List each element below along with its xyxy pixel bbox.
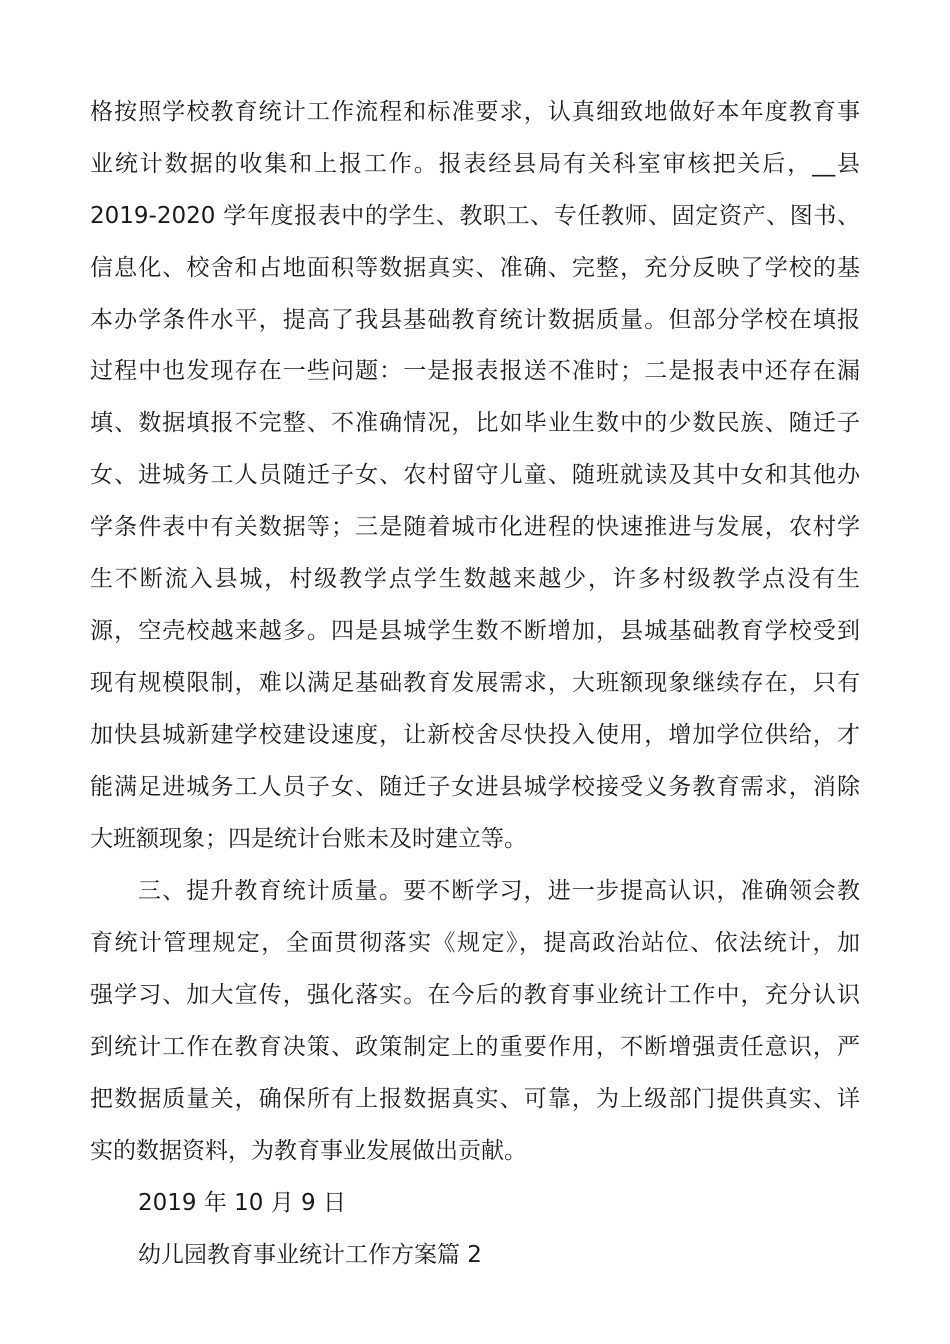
paragraph2-line: 育统计管理规定，全面贯彻落实《规定》，提高政治站位、依法统计，加 xyxy=(90,930,860,956)
paragraph1-line: 填、数据填报不完整、不准确情况，比如毕业生数中的少数民族、随迁子 xyxy=(90,410,860,436)
paragraph1-line: 格按照学校教育统计工作流程和标准要求，认真细致地做好本年度教育事 xyxy=(90,99,860,125)
paragraph1-line: 信息化、校舍和占地面积等数据真实、准确、完整，充分反映了学校的基 xyxy=(90,255,860,281)
paragraph1-line: 生不断流入县城，村级教学点学生数越来越少，许多村级教学点没有生 xyxy=(90,566,860,592)
paragraph1-line: 大班额现象；四是统计台账未及时建立等。 xyxy=(90,826,527,852)
section-title: 幼儿园教育事业统计工作方案篇 2 xyxy=(138,1242,482,1268)
paragraph1-line: 过程中也发现存在一些问题：一是报表报送不准时；二是报表中还存在漏 xyxy=(90,358,860,384)
paragraph1-line: 本办学条件水平，提高了我县基础教育统计数据质量。但部分学校在填报 xyxy=(90,307,860,333)
paragraph1-line: 学条件表中有关数据等；三是随着城市化进程的快速推进与发展，农村学 xyxy=(90,514,860,540)
paragraph2-line: 到统计工作在教育决策、政策制定上的重要作用，不断增强责任意识，严 xyxy=(90,1034,860,1060)
paragraph1-line: 现有规模限制，难以满足基础教育发展需求，大班额现象继续存在，只有 xyxy=(90,670,860,696)
paragraph1-line: 能满足进城务工人员子女、随迁子女进县城学校接受义务教育需求，消除 xyxy=(90,774,860,800)
paragraph1-line: 加快县城新建学校建设速度，让新校舍尽快投入使用，增加学位供给，才 xyxy=(90,722,860,748)
paragraph2-line: 实的数据资料，为教育事业发展做出贡献。 xyxy=(90,1138,527,1164)
paragraph1-line: 业统计数据的收集和上报工作。报表经县局有关科室审核把关后，__县 xyxy=(90,151,860,177)
paragraph1-line: 2019-2020 学年度报表中的学生、教职工、专任教师、固定资产、图书、 xyxy=(90,203,860,229)
paragraph2-line: 强学习、加大宣传，强化落实。在今后的教育事业统计工作中，充分认识 xyxy=(90,982,860,1008)
paragraph1-line: 源，空壳校越来越多。四是县城学生数不断增加，县城基础教育学校受到 xyxy=(90,618,860,644)
paragraph2-line: 三、提升教育统计质量。要不断学习，进一步提高认识，准确领会教 xyxy=(138,878,860,904)
paragraph1-line: 女、进城务工人员随迁子女、农村留守儿童、随班就读及其中女和其他办 xyxy=(90,462,860,488)
paragraph2-line: 把数据质量关，确保所有上报数据真实、可靠，为上级部门提供真实、详 xyxy=(90,1086,860,1112)
document-date: 2019 年 10 月 9 日 xyxy=(138,1190,346,1216)
